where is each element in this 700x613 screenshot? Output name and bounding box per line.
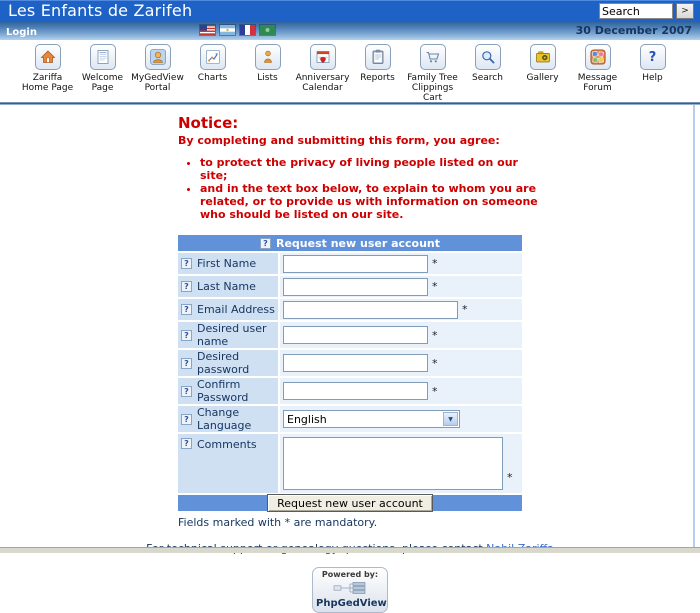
magnifier-icon <box>475 44 501 70</box>
help-icon[interactable]: ? <box>181 330 192 341</box>
help-icon[interactable]: ? <box>181 304 192 315</box>
language-flags <box>200 25 275 35</box>
form-row <box>178 299 522 320</box>
required-asterisk: * <box>432 257 438 270</box>
site-title: Les Enfants de Zarifeh <box>8 1 193 20</box>
toolbar-item-label: Charts <box>197 73 228 83</box>
toolbar-item-label: Reports <box>360 73 395 83</box>
toolbar-item-label: MyGedView Portal <box>131 73 184 93</box>
last-name-input[interactable] <box>283 278 428 296</box>
request-account-button[interactable]: Request new user account <box>267 494 433 512</box>
form-row <box>178 276 522 297</box>
form-header-title: Request new user account <box>275 236 441 250</box>
logo-text: PhpGedView <box>316 598 387 609</box>
required-asterisk: * <box>432 280 438 293</box>
required-asterisk: * <box>432 356 438 370</box>
toolbar-item-search[interactable] <box>462 44 513 102</box>
login-bar <box>0 21 700 40</box>
page-right-border <box>693 105 695 549</box>
field-input-cell <box>280 378 522 404</box>
cart-icon <box>420 44 446 70</box>
field-label: Confirm Password <box>197 378 249 404</box>
home-icon <box>35 44 61 70</box>
language-select[interactable] <box>283 410 460 428</box>
argentina-flag-icon[interactable] <box>220 25 235 35</box>
help-icon[interactable]: ? <box>181 414 192 425</box>
form-row <box>178 378 522 404</box>
search-area <box>599 3 694 19</box>
field-label: Last Name <box>197 280 256 293</box>
field-input-cell <box>280 406 522 432</box>
field-input-cell <box>280 276 522 297</box>
toolbar-item-charts[interactable] <box>187 44 238 102</box>
field-label: Change Language <box>197 406 252 432</box>
question-icon: ? <box>640 44 666 70</box>
toolbar-item-label: Family Tree Clippings Cart <box>407 73 458 103</box>
toolbar-item-label: Lists <box>257 73 278 83</box>
clipboard-icon <box>365 44 391 70</box>
help-icon[interactable]: ? <box>181 358 192 369</box>
toolbar-item-label: Welcome Page <box>81 73 124 93</box>
toolbar-item-label: Gallery <box>526 73 559 83</box>
field-label-cell <box>178 350 278 376</box>
help-icon[interactable]: ? <box>181 386 192 397</box>
page-content <box>0 105 700 609</box>
header-bar <box>0 0 700 21</box>
field-label: Desired user name <box>197 322 267 348</box>
help-icon[interactable]: ? <box>181 258 192 269</box>
help-icon[interactable]: ? <box>181 438 192 449</box>
field-label-cell <box>178 322 278 348</box>
confirm-password-input[interactable] <box>283 382 428 400</box>
field-label-cell <box>178 276 278 297</box>
field-input-cell <box>280 322 522 348</box>
field-input-cell <box>280 253 522 274</box>
current-date: 30 December 2007 <box>575 24 692 37</box>
toolbar-item-reports[interactable] <box>352 44 403 102</box>
field-label-cell <box>178 378 278 404</box>
person-list-icon <box>255 44 281 70</box>
help-icon[interactable]: ? <box>260 238 271 249</box>
help-icon[interactable]: ? <box>181 281 192 292</box>
field-label-cell <box>178 299 278 320</box>
toolbar-item-label: Help <box>642 73 663 83</box>
toolbar-item-calendar[interactable] <box>297 44 348 102</box>
document-icon <box>90 44 116 70</box>
required-asterisk: * <box>462 303 468 316</box>
toolbar-item-lists[interactable] <box>242 44 293 102</box>
required-asterisk: * <box>432 328 438 342</box>
toolbar-item-home[interactable] <box>22 44 73 102</box>
toolbar-item-clippings-cart[interactable] <box>407 44 458 102</box>
first-name-input[interactable] <box>283 255 428 273</box>
green-flag-icon[interactable] <box>260 25 275 35</box>
usa-flag-icon[interactable] <box>200 25 215 35</box>
search-input[interactable] <box>599 3 673 19</box>
form-row <box>178 350 522 376</box>
toolbar-item-portal[interactable] <box>132 44 183 102</box>
form-footer <box>178 495 522 511</box>
field-label: Email Address <box>197 303 275 316</box>
notice-list <box>200 156 538 221</box>
toolbar-item-label: Zariffa Home Page <box>21 73 74 93</box>
search-go-button[interactable]: > <box>676 3 694 19</box>
field-input-cell <box>280 299 522 320</box>
notice-bullet: • and in the text box below, to explain to whom you are related, or to provide us with information on someone who should be listed on our site. <box>200 182 538 221</box>
camera-icon <box>530 44 556 70</box>
required-asterisk: * <box>507 471 513 484</box>
france-flag-icon[interactable] <box>240 25 255 35</box>
notice-bullet: • to protect the privacy of living people listed on our site; <box>200 156 538 182</box>
calendar-heart-icon <box>310 44 336 70</box>
form-row <box>178 253 522 274</box>
toolbar-item-label: Message Forum <box>577 73 618 93</box>
person-portal-icon <box>145 44 171 70</box>
username-input[interactable] <box>283 326 428 344</box>
form-row <box>178 434 522 493</box>
toolbar-item-help[interactable] <box>627 44 678 102</box>
login-link[interactable]: Login <box>6 27 37 38</box>
notice-intro: By completing and submitting this form, you agree: <box>178 134 500 147</box>
password-input[interactable] <box>283 354 428 372</box>
field-input-cell <box>280 434 522 493</box>
chart-icon <box>200 44 226 70</box>
form-row <box>178 406 522 432</box>
forum-icon <box>585 44 611 70</box>
comments-textarea[interactable] <box>283 437 503 490</box>
notice-block <box>178 105 538 221</box>
form-header <box>178 235 522 251</box>
field-label: First Name <box>197 257 257 270</box>
toolbar-item-gallery[interactable] <box>517 44 568 102</box>
field-input-cell <box>280 350 522 376</box>
powered-by-label: Powered by: <box>321 570 379 579</box>
field-label: Comments <box>197 438 257 451</box>
toolbar-item-label: Anniversary Calendar <box>295 73 350 93</box>
main-menu <box>0 40 700 102</box>
required-asterisk: * <box>432 384 438 398</box>
request-account-form <box>178 235 522 511</box>
field-label-cell <box>178 434 278 493</box>
field-label-cell <box>178 406 278 432</box>
form-row <box>178 322 522 348</box>
family-tree-icon <box>333 579 367 598</box>
bottom-strip <box>0 547 700 553</box>
field-label-cell <box>178 253 278 274</box>
chevron-down-icon: ▼ <box>443 412 458 426</box>
field-label: Desired password <box>197 350 250 376</box>
mandatory-note: Fields marked with * are mandatory. <box>178 516 378 529</box>
notice-title: Notice: <box>178 114 239 132</box>
phpgedview-logo[interactable] <box>312 567 388 613</box>
email-input[interactable] <box>283 301 458 319</box>
language-select-value: English <box>287 412 327 426</box>
toolbar-item-welcome[interactable] <box>77 44 128 102</box>
toolbar-item-message-forum[interactable] <box>572 44 623 102</box>
toolbar-item-label: Search <box>472 73 503 83</box>
